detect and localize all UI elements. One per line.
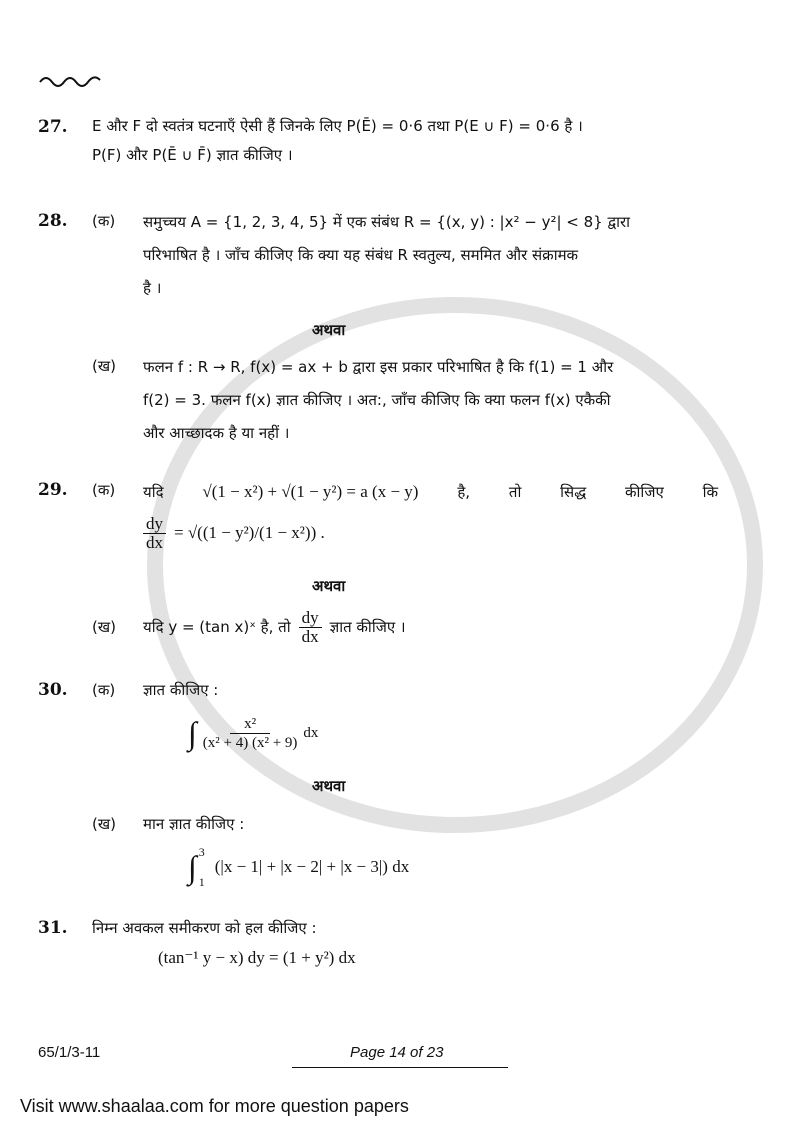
- q29-part-b: [92, 605, 718, 649]
- q30-body: [92, 675, 718, 895]
- integral-numerator: x²: [230, 715, 270, 734]
- q30-number: 30.: [38, 680, 68, 700]
- q29-number: 29.: [38, 480, 68, 500]
- q30-b-integral: [92, 839, 718, 895]
- squiggle-mark: [38, 72, 104, 88]
- q29-b-text2: ज्ञात कीजिए ।: [329, 618, 406, 636]
- q30-part-b: [92, 809, 718, 839]
- q28-a-text: [143, 206, 718, 305]
- visit-link[interactable]: Visit www.shaalaa.com for more question papers: [20, 1096, 409, 1116]
- q29-a-then: तो: [508, 483, 522, 501]
- footer-rule: [292, 1067, 508, 1068]
- q30-b-label: (ख): [92, 815, 116, 833]
- q29-b-label: (ख): [92, 618, 116, 636]
- q29-a-text: [143, 475, 718, 557]
- q31-equation: (tan⁻¹ y − x) dy = (1 + y²) dx: [158, 948, 356, 967]
- question-29: [38, 475, 718, 649]
- q30-part-a: [92, 675, 718, 705]
- q29-a-line1: [143, 475, 718, 509]
- q31-text: निम्न अवकल समीकरण को हल कीजिए :: [92, 919, 317, 937]
- integrand: (|x − 1| + |x − 2| + |x − 3|) dx: [214, 857, 410, 876]
- q28-body: [92, 206, 718, 450]
- q28-b-line3: और आच्छादक है या नहीं ।: [143, 424, 290, 442]
- dy-text: dy: [299, 609, 322, 628]
- q28-number: 28.: [38, 211, 68, 231]
- question-27: [38, 112, 718, 170]
- q27-line1: E और F दो स्वतंत्र घटनाएँ ऐसी हैं जिनके लिए P(Ē) = 0·6 तथा P(E ∪ F) = 0·6 है ।: [92, 117, 583, 135]
- q30-a-text: ज्ञात कीजिए :: [143, 681, 219, 699]
- q28-b-line1: फलन f : R → R, f(x) = ax + b द्वारा इस प्रकार परिभाषित है कि f(1) = 1 और: [143, 358, 614, 376]
- q29-b-text: [143, 605, 718, 649]
- upper-limit: 3: [198, 845, 205, 859]
- integral-dx: dx: [303, 724, 319, 741]
- question-30: [38, 675, 718, 895]
- dy-text: dy: [143, 515, 166, 534]
- question-31: [38, 913, 718, 973]
- integral-sign: ∫: [188, 715, 197, 751]
- q28-b-text: [143, 351, 718, 450]
- q28-a-line2: परिभाषित है । जाँच कीजिए कि क्या यह संबंध R स्वतुल्य, सममित और संक्रामक: [143, 246, 579, 264]
- q29-b-text1: यदि y = (tan x)ˣ है, तो: [143, 618, 291, 636]
- integral-limits: [199, 845, 205, 889]
- q29-a-equation: √(1 − x²) + √(1 − y²) = a (x − y): [202, 482, 419, 501]
- q28-b-label: (ख): [92, 357, 116, 375]
- q29-a-prove: सिद्ध: [560, 483, 587, 501]
- q29-a-rhs: = √((1 − y²)/(1 − x²)) .: [174, 523, 325, 542]
- q30-or: अथवा: [312, 777, 346, 795]
- q31-number: 31.: [38, 918, 68, 938]
- q29-part-a: [92, 475, 718, 557]
- q29-a-if: यदि: [143, 483, 164, 501]
- dx-text: dx: [301, 626, 319, 646]
- lower-limit: 1: [198, 875, 205, 889]
- q29-body: [92, 475, 718, 649]
- q29-a-is: है,: [457, 483, 471, 501]
- q27-body: [92, 112, 718, 170]
- q28-a-line3: है ।: [143, 279, 162, 297]
- q28-part-b: [92, 351, 718, 450]
- q29-or: अथवा: [312, 577, 346, 595]
- q27-line2: P(F) और P(Ē ∪ F̄) ज्ञात कीजिए ।: [92, 146, 293, 164]
- integral-sign: ∫: [188, 849, 197, 885]
- q29-a-derivative: [143, 509, 718, 557]
- q29-a-label: (क): [92, 481, 116, 499]
- q27-number: 27.: [38, 117, 68, 137]
- q28-a-label: (क): [92, 212, 116, 230]
- question-28: [38, 206, 718, 450]
- paper-code: 65/1/3-11: [38, 1044, 101, 1061]
- page-number: Page 14 of 23: [350, 1044, 444, 1061]
- dx-text: dx: [146, 532, 163, 552]
- q29-a-that: कि: [702, 483, 718, 501]
- question-list: [38, 112, 718, 973]
- q30-a-integral: [92, 705, 718, 761]
- q30-a-label: (क): [92, 681, 116, 699]
- q31-body: [92, 913, 718, 973]
- q28-or: अथवा: [312, 321, 346, 339]
- q28-a-line1: समुच्चय A = {1, 2, 3, 4, 5} में एक संबंध R = {(x, y) : |x² − y²| < 8} द्वारा: [143, 213, 630, 231]
- integral-denominator: (x² + 4) (x² + 9): [202, 734, 298, 751]
- q29-a-do: कीजिए: [625, 483, 664, 501]
- q28-part-a: [92, 206, 718, 305]
- q30-b-text: मान ज्ञात कीजिए :: [143, 815, 245, 833]
- q28-b-line2: f(2) = 3. फलन f(x) ज्ञात कीजिए । अत:, जाँच कीजिए कि क्या फलन f(x) एकैकी: [143, 391, 611, 409]
